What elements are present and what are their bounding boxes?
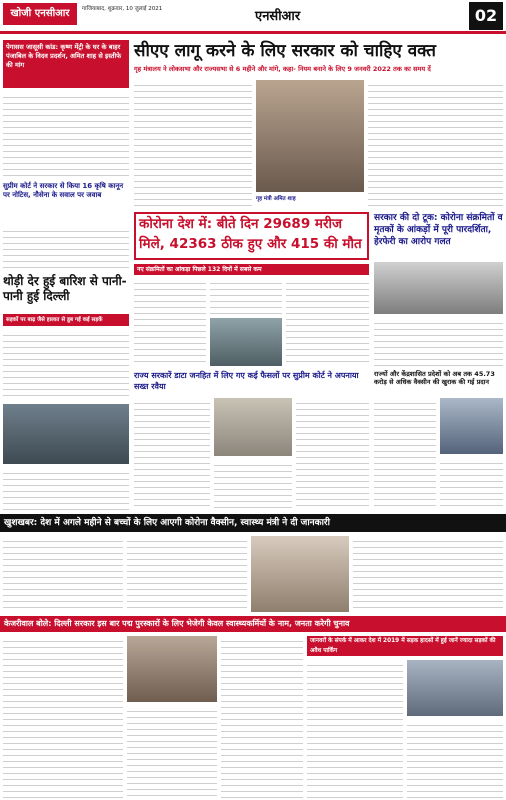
story1-headline: पेगासस जासूसी कांड: कृष्ण मेंट्री के घर के बाहर पंजाबिल के विदव प्रदर्शन, अमित शाह से इस्तीफे की मांग (3, 40, 129, 88)
section-title: एनसीआर (255, 9, 301, 24)
kids-vaccine-body-col1 (3, 536, 123, 612)
kids-vaccine-band: खुशखबर: देश में अगले महीने से बच्चों के लिए आएगी कोरोना वैक्सीन, स्वास्थ्य मंत्री ने दी जानकारी (0, 514, 506, 532)
road-body-col2 (407, 720, 503, 798)
kejriwal-band: केजरीवाल बोले: दिल्ली सरकार इस बार पद्म पुरस्कारों के लिए भेजेगी केवल स्वास्थ्यकर्मियों के नाम, जनता करेगी चुनाव (0, 616, 506, 632)
road-photo (407, 660, 503, 716)
kids-vaccine-body-col3 (353, 536, 503, 612)
sc-body-col2 (214, 460, 292, 510)
story1-body (3, 92, 129, 178)
masthead-logo: खोजी एनसीआर (3, 3, 77, 25)
main-column (134, 40, 503, 510)
masthead-date: गाजियाबाद, शुक्रवार, 10 जुलाई 2021 (82, 6, 163, 12)
lead-headline: सीएए लागू करने के लिए सरकार को चाहिए वक्त (134, 41, 436, 61)
corona-side-headline: सरकार की दो टूक: कोरोना संक्रमितों व मृतकों के आंकड़ों में पूरी पारदर्शिता, हेरफेरी का आरोप गलत (374, 213, 503, 247)
page-number: 02 (469, 2, 503, 30)
corona-body-col1 (134, 278, 206, 366)
kejriwal-photo (127, 636, 217, 702)
vaccine-doses-headline: राज्यों और केंद्रशासित प्रदेशों को अब तक 45.73 करोड़ से अधिक वैक्सीन की खुराक की गई प्रदान (374, 370, 495, 386)
corona-headline-box (134, 212, 369, 260)
doses-body-col1 (374, 398, 436, 510)
vaccine-photo (374, 262, 503, 314)
lead-photo (256, 80, 364, 192)
story3-body-2 (3, 468, 129, 510)
corona-headline-line2: मिले, 42363 ठीक हुए और 415 की मौत (139, 236, 362, 252)
story3-body (3, 330, 129, 400)
lead-body-col1 (134, 80, 252, 208)
lead-subhead: गृह मंत्रालय ने लोकसभा और राज्यसभा से 6 महीने और मांगे, कहा- नियम बनाने के लिए 9 जनवरी 2022 तक का समय दें (134, 65, 431, 73)
lead-body-col2 (368, 80, 503, 208)
sc-headline: राज्य सरकारें डाटा जनहित में लिए गए कई फैसलों पर सुप्रीम कोर्ट ने अपनाया सख्त रवैया (134, 371, 359, 391)
road-body-col1 (307, 660, 403, 798)
rain-photo (3, 404, 129, 464)
sc-body-col1 (134, 398, 210, 510)
corona-kicker: नए संक्रमितों का आंकड़ा पिछले 132 दिनों में सबसे कम (134, 264, 369, 275)
side-body (374, 318, 503, 366)
doses-body-col2 (440, 458, 503, 510)
kejriwal-body-col2 (127, 706, 217, 798)
story2-headline: सुप्रीम कोर्ट ने सरकार से किया 16 कृषि कानून पर नोटिस, नौसेना के सवाल पर जवाब (3, 182, 124, 199)
doses-photo (440, 398, 503, 454)
road-accident-kicker: जानवरों के संपर्क में आकर देश में 2019 में सड़क हादसों में हुई जानें ज्यादा सड़कों की अवैध पार्किंग (307, 636, 503, 656)
kids-vaccine-photo (251, 536, 349, 612)
kejriwal-body-col1 (3, 636, 123, 798)
corona-body-col3 (286, 278, 369, 366)
corona-photo (210, 318, 282, 366)
sc-body-col3 (296, 398, 369, 510)
masthead (0, 0, 506, 34)
story3-kicker: सड़कों पर बाढ़ जैसे हालात से डूब गई कई सड़कें (3, 314, 129, 326)
kids-vaccine-body-col2 (127, 536, 247, 612)
corona-body-col2 (210, 278, 282, 316)
story2-body (3, 226, 129, 270)
court-photo (214, 398, 292, 456)
lead-photo-caption: गृह मंत्री अमित शाह (256, 196, 296, 202)
story3-headline: थोड़ी देर हुई बारिश से पानी-पानी हुई दिल्ली (3, 274, 127, 303)
kejriwal-body-col3 (221, 636, 303, 798)
left-column (3, 40, 129, 510)
corona-headline-line1: कोरोना देश में: बीते दिन 29689 मरीज (139, 216, 343, 232)
